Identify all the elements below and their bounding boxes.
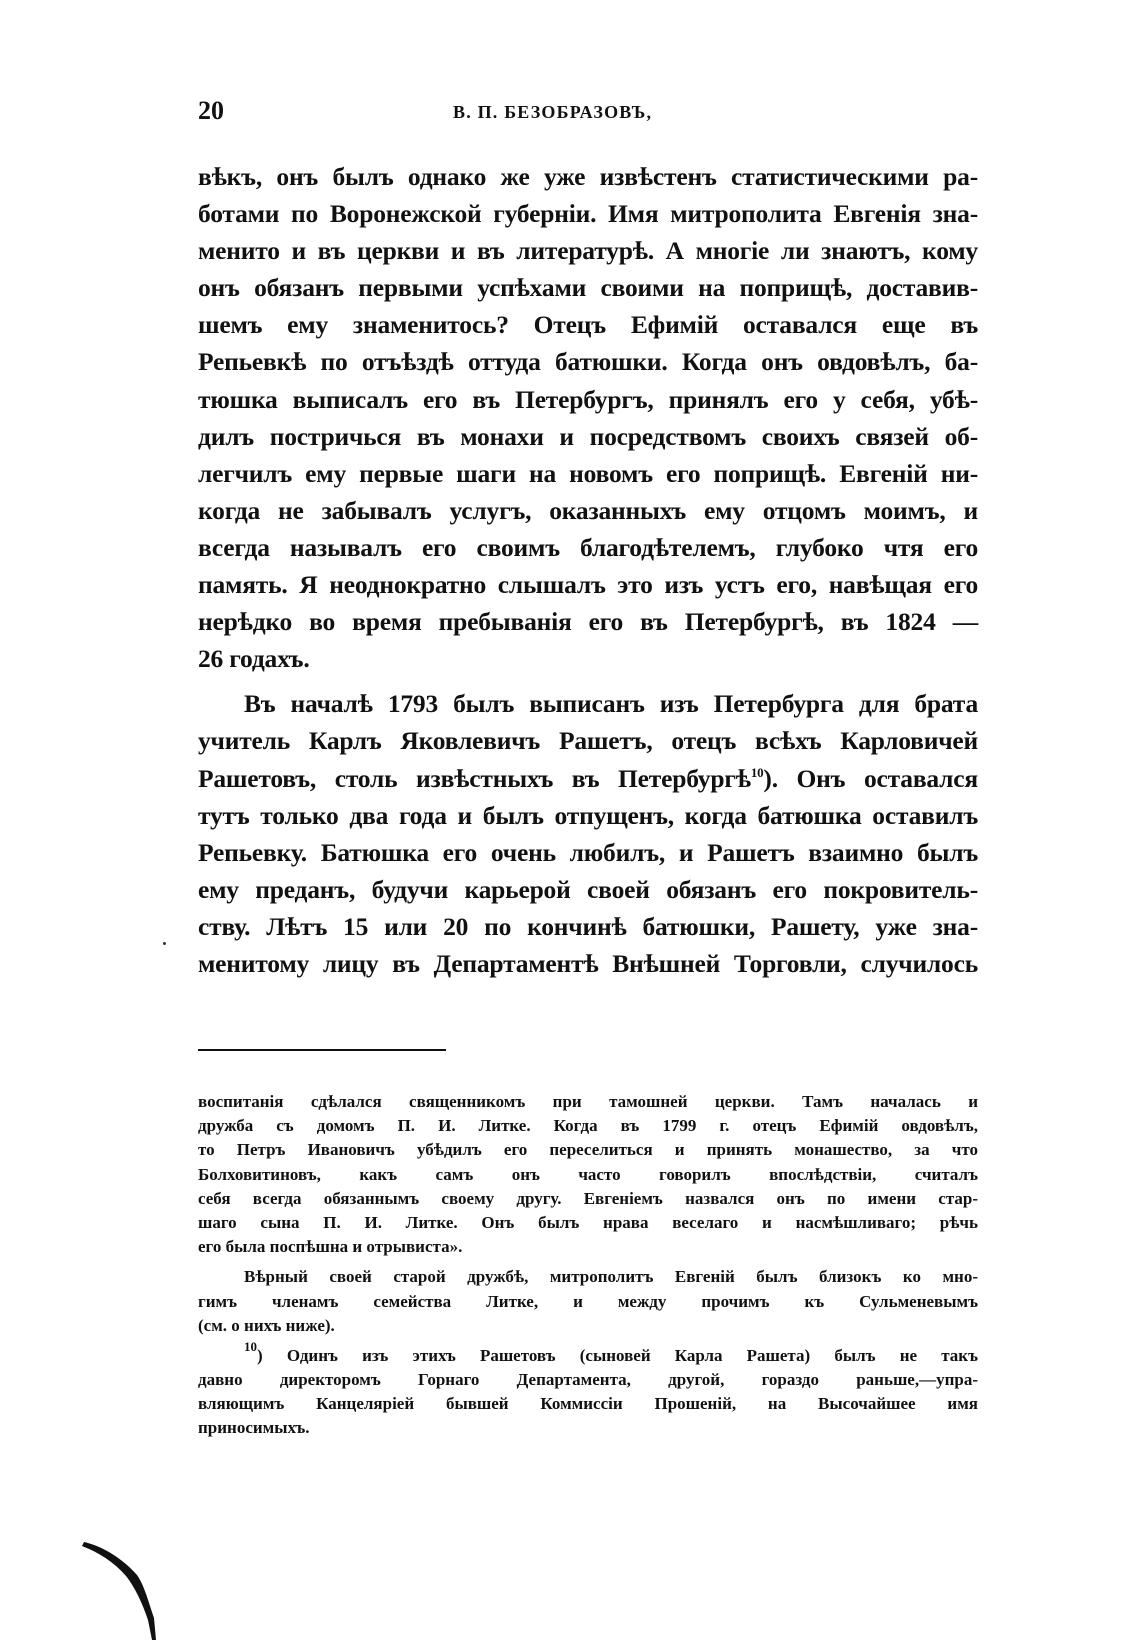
footnote-continued-2: [198, 1265, 978, 1338]
footnote-line: [198, 1338, 978, 1368]
text-segment: ) Одинъ изъ этихъ Рашетовъ (сыновей Карла Рашета) былъ не такъ: [257, 1345, 978, 1365]
text-segment: Рашетовъ, столь извѣстныхъ въ Петербургѣ: [198, 763, 751, 793]
footnote-line: дружба съ домомъ П. И. Литке. Когда въ 1799 г. отецъ Ефимій овдовѣлъ,: [198, 1116, 978, 1136]
text-line: Въ началѣ 1793 былъ выписанъ изъ Петербурга для брата: [244, 689, 978, 719]
running-head: В. П. БЕЗОБРАЗОВЪ,: [453, 102, 653, 122]
footnote-line: Болховитиновъ, какъ самъ онъ часто говорилъ впослѣдствіи, считалъ: [198, 1164, 978, 1184]
footnotes: [198, 1090, 978, 1441]
text-line: нерѣдко во время пребыванія его въ Петербургѣ, въ 1824 —: [198, 607, 978, 637]
footnote-line: то Петръ Ивановичъ убѣдилъ его переселиться и принять монашество, за что: [198, 1140, 978, 1160]
footnote-separator: [198, 1049, 446, 1051]
text-line: когда не забывалъ услугъ, оказанныхъ ему отцомъ моимъ, и: [198, 495, 978, 525]
footnote-continued: [198, 1090, 978, 1259]
text-line: легчилъ ему первые шаги на новомъ его поприщѣ. Евгеній ни-: [198, 458, 978, 488]
text-line: Репьевкѣ по отъѣздѣ оттуда батюшки. Когда онъ овдовѣлъ, ба-: [198, 347, 978, 377]
footnote-line: давно директоромъ Горнаго Департамента, другой, гораздо раньше,—упра-: [198, 1370, 978, 1390]
text-segment: ). Онъ оставался: [763, 763, 978, 793]
text-line: шемъ ему знаменитось? Отецъ Ефимій оставался еще въ: [198, 310, 978, 340]
text-line: менито и въ церкви и въ литературѣ. А многіе ли знаютъ, кому: [198, 236, 978, 266]
text-line: вѣкъ, онъ былъ однако же уже извѣстенъ статистическими ра-: [198, 162, 978, 191]
page-number: 20: [198, 96, 224, 125]
footnote-line: вляющимъ Канцеляріей бывшей Коммиссіи Прошеній, на Высочайшее имя: [198, 1394, 978, 1414]
text-line: 26 годахъ.: [198, 644, 310, 674]
paragraph-2: [198, 685, 978, 982]
text-line-with-footnote-ref: [198, 760, 978, 797]
text-line: онъ обязанъ первыми успѣхами своими на поприщѣ, доставив-: [198, 273, 978, 303]
footnote-line: себя всегда обязаннымъ своему другу. Евгеніемъ назвался онъ по имени стар-: [198, 1188, 978, 1208]
print-speck: [163, 942, 166, 945]
text-line: ству. Лѣтъ 15 или 20 по кончинѣ батюшки, Рашету, уже зна-: [198, 911, 978, 941]
footnote-marker-10: 10: [244, 1338, 257, 1354]
main-text: [198, 158, 978, 982]
text-line: всегда называлъ его своимъ благодѣтелемъ, глубоко чтя его: [198, 532, 978, 562]
text-line: Репьевку. Батюшка его очень любилъ, и Рашетъ взаимно былъ: [198, 837, 978, 867]
footnote-line: его была поспѣшна и отрывиста».: [198, 1237, 463, 1257]
text-line: тюшка выписалъ его въ Петербургъ, принялъ его у себя, убѣ-: [198, 384, 978, 414]
footnote-line: шаго сына П. И. Литке. Онъ былъ нрава веселаго и насмѣшливаго; рѣчь: [198, 1212, 978, 1232]
footnote-line: Вѣрный своей старой дружбѣ, митрополитъ Евгеній былъ близокъ ко мно-: [244, 1267, 978, 1287]
text-line: ботами по Воронежской губерніи. Имя митрополита Евгенія зна-: [198, 199, 978, 229]
ink-stroke-mark: [82, 1540, 172, 1650]
footnote-line: приносимыхъ.: [198, 1418, 310, 1438]
paragraph-1: [198, 158, 978, 677]
text-line: память. Я неоднократно слышалъ это изъ устъ его, навѣщая его: [198, 570, 978, 600]
text-line: учитель Карлъ Яковлевичъ Рашетъ, отецъ всѣхъ Карловичей: [198, 726, 978, 756]
footnote-line: воспитанія сдѣлался священникомъ при тамошней церкви. Тамъ началась и: [198, 1092, 978, 1111]
text-line: дилъ постричься въ монахи и посредствомъ своихъ связей об-: [198, 421, 978, 451]
text-line: ему преданъ, будучи карьерой своей обязанъ его покровитель-: [198, 874, 978, 904]
page-header: [198, 96, 978, 136]
text-line: менитому лицу въ Департаментѣ Внѣшней Торговли, случилось: [198, 948, 978, 978]
footnote-10: [198, 1338, 978, 1441]
footnote-line: гимъ членамъ семейства Литке, и между прочимъ къ Сульменевымъ: [198, 1291, 978, 1311]
text-line: тутъ только два года и былъ отпущенъ, когда батюшка оставилъ: [198, 800, 978, 830]
footnote-ref-10[interactable]: 10: [750, 764, 764, 780]
footnote-line: (см. о нихъ ниже).: [198, 1315, 335, 1335]
